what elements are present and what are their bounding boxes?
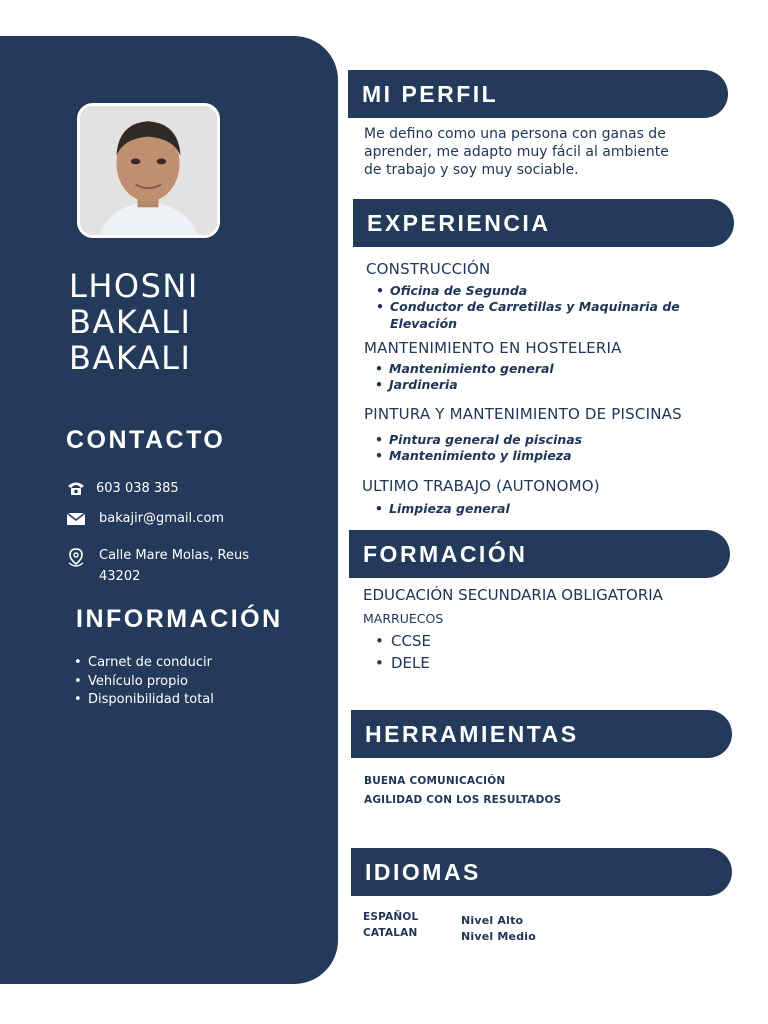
name-line: LHOSNI [69,267,199,305]
language-name: CATALAN [363,926,418,939]
contact-heading: CONTACTO [66,426,226,454]
job-task: • Oficina de Segunda [374,283,680,299]
tools-list [364,772,561,809]
language-names [363,910,418,941]
education-title: EDUCACIÓN SECUNDARIA OBLIGATORIA [363,586,663,604]
job-task-list [373,361,554,394]
address-text [99,545,249,587]
phone-text: 603 038 385 [96,481,179,496]
job-task: • Conductor de Carretillas y Maquinaria de [374,299,680,315]
job-task: Elevación [390,315,458,331]
tools-heading: HERRAMIENTAS [351,710,732,758]
profile-line: Me defino como una persona con ganas de [364,126,666,142]
language-level: Nivel Medio [461,929,537,943]
job-task: • Pintura general de piscinas [373,432,582,448]
profile-text [364,125,674,179]
email-text[interactable]: bakajir@gmail.com [99,511,225,526]
information-heading: INFORMACIÓN [76,605,283,633]
language-name: ESPAÑOL [363,911,419,923]
education-subtitle: MARRUECOS [363,611,444,626]
profile-line: aprender, me adapto muy fácil al ambiente [364,144,669,160]
mail-icon [66,508,86,528]
job-title: PINTURA Y MANTENIMIENTO DE PISCINAS [364,405,682,423]
list-item: • Vehículo propio [74,673,214,692]
tool-item: AGILIDAD CON LOS RESULTADOS [364,793,562,806]
information-list [74,654,214,710]
education-heading: FORMACIÓN [349,530,730,578]
name-line: BAKALI [69,339,192,377]
location-pin-icon [66,548,86,568]
address-line: 43202 [99,569,141,584]
list-item: • Carnet de conducir [74,654,214,673]
languages-heading: IDIOMAS [351,848,732,896]
education-list [375,630,431,674]
list-item: • DELE [375,652,431,674]
job-title: MANTENIMIENTO EN HOSTELERIA [364,339,622,357]
job-task: • Mantenimiento y limpieza [373,448,582,464]
job-task-list [374,283,680,332]
list-item: • Disponibilidad total [74,691,214,710]
person-name [69,268,199,376]
contact-address [66,545,249,587]
list-item: • CCSE [375,630,431,652]
address-line: Calle Mare Molas, Reus [99,548,250,563]
contact-phone [66,478,179,499]
job-task: • Jardineria [373,377,554,393]
language-level: Nivel Alto [461,914,524,927]
profile-heading: MI PERFIL [348,70,728,118]
job-title: CONSTRUCCIÓN [366,260,491,278]
job-task: • Limpieza general [373,501,510,517]
job-title: ULTIMO TRABAJO (AUTONOMO) [362,477,600,495]
tool-item: BUENA COMUNICACIÓN [364,775,506,787]
name-line: BAKALI [69,303,192,341]
job-task: • Mantenimiento general [373,361,554,377]
contact-email[interactable] [66,508,224,529]
job-task-list [373,432,582,465]
job-task-list [373,501,510,517]
language-levels [461,913,536,944]
experience-heading: EXPERIENCIA [353,199,734,247]
profile-photo [77,103,220,238]
phone-icon [66,478,86,498]
profile-line: de trabajo y soy muy sociable. [364,162,579,178]
